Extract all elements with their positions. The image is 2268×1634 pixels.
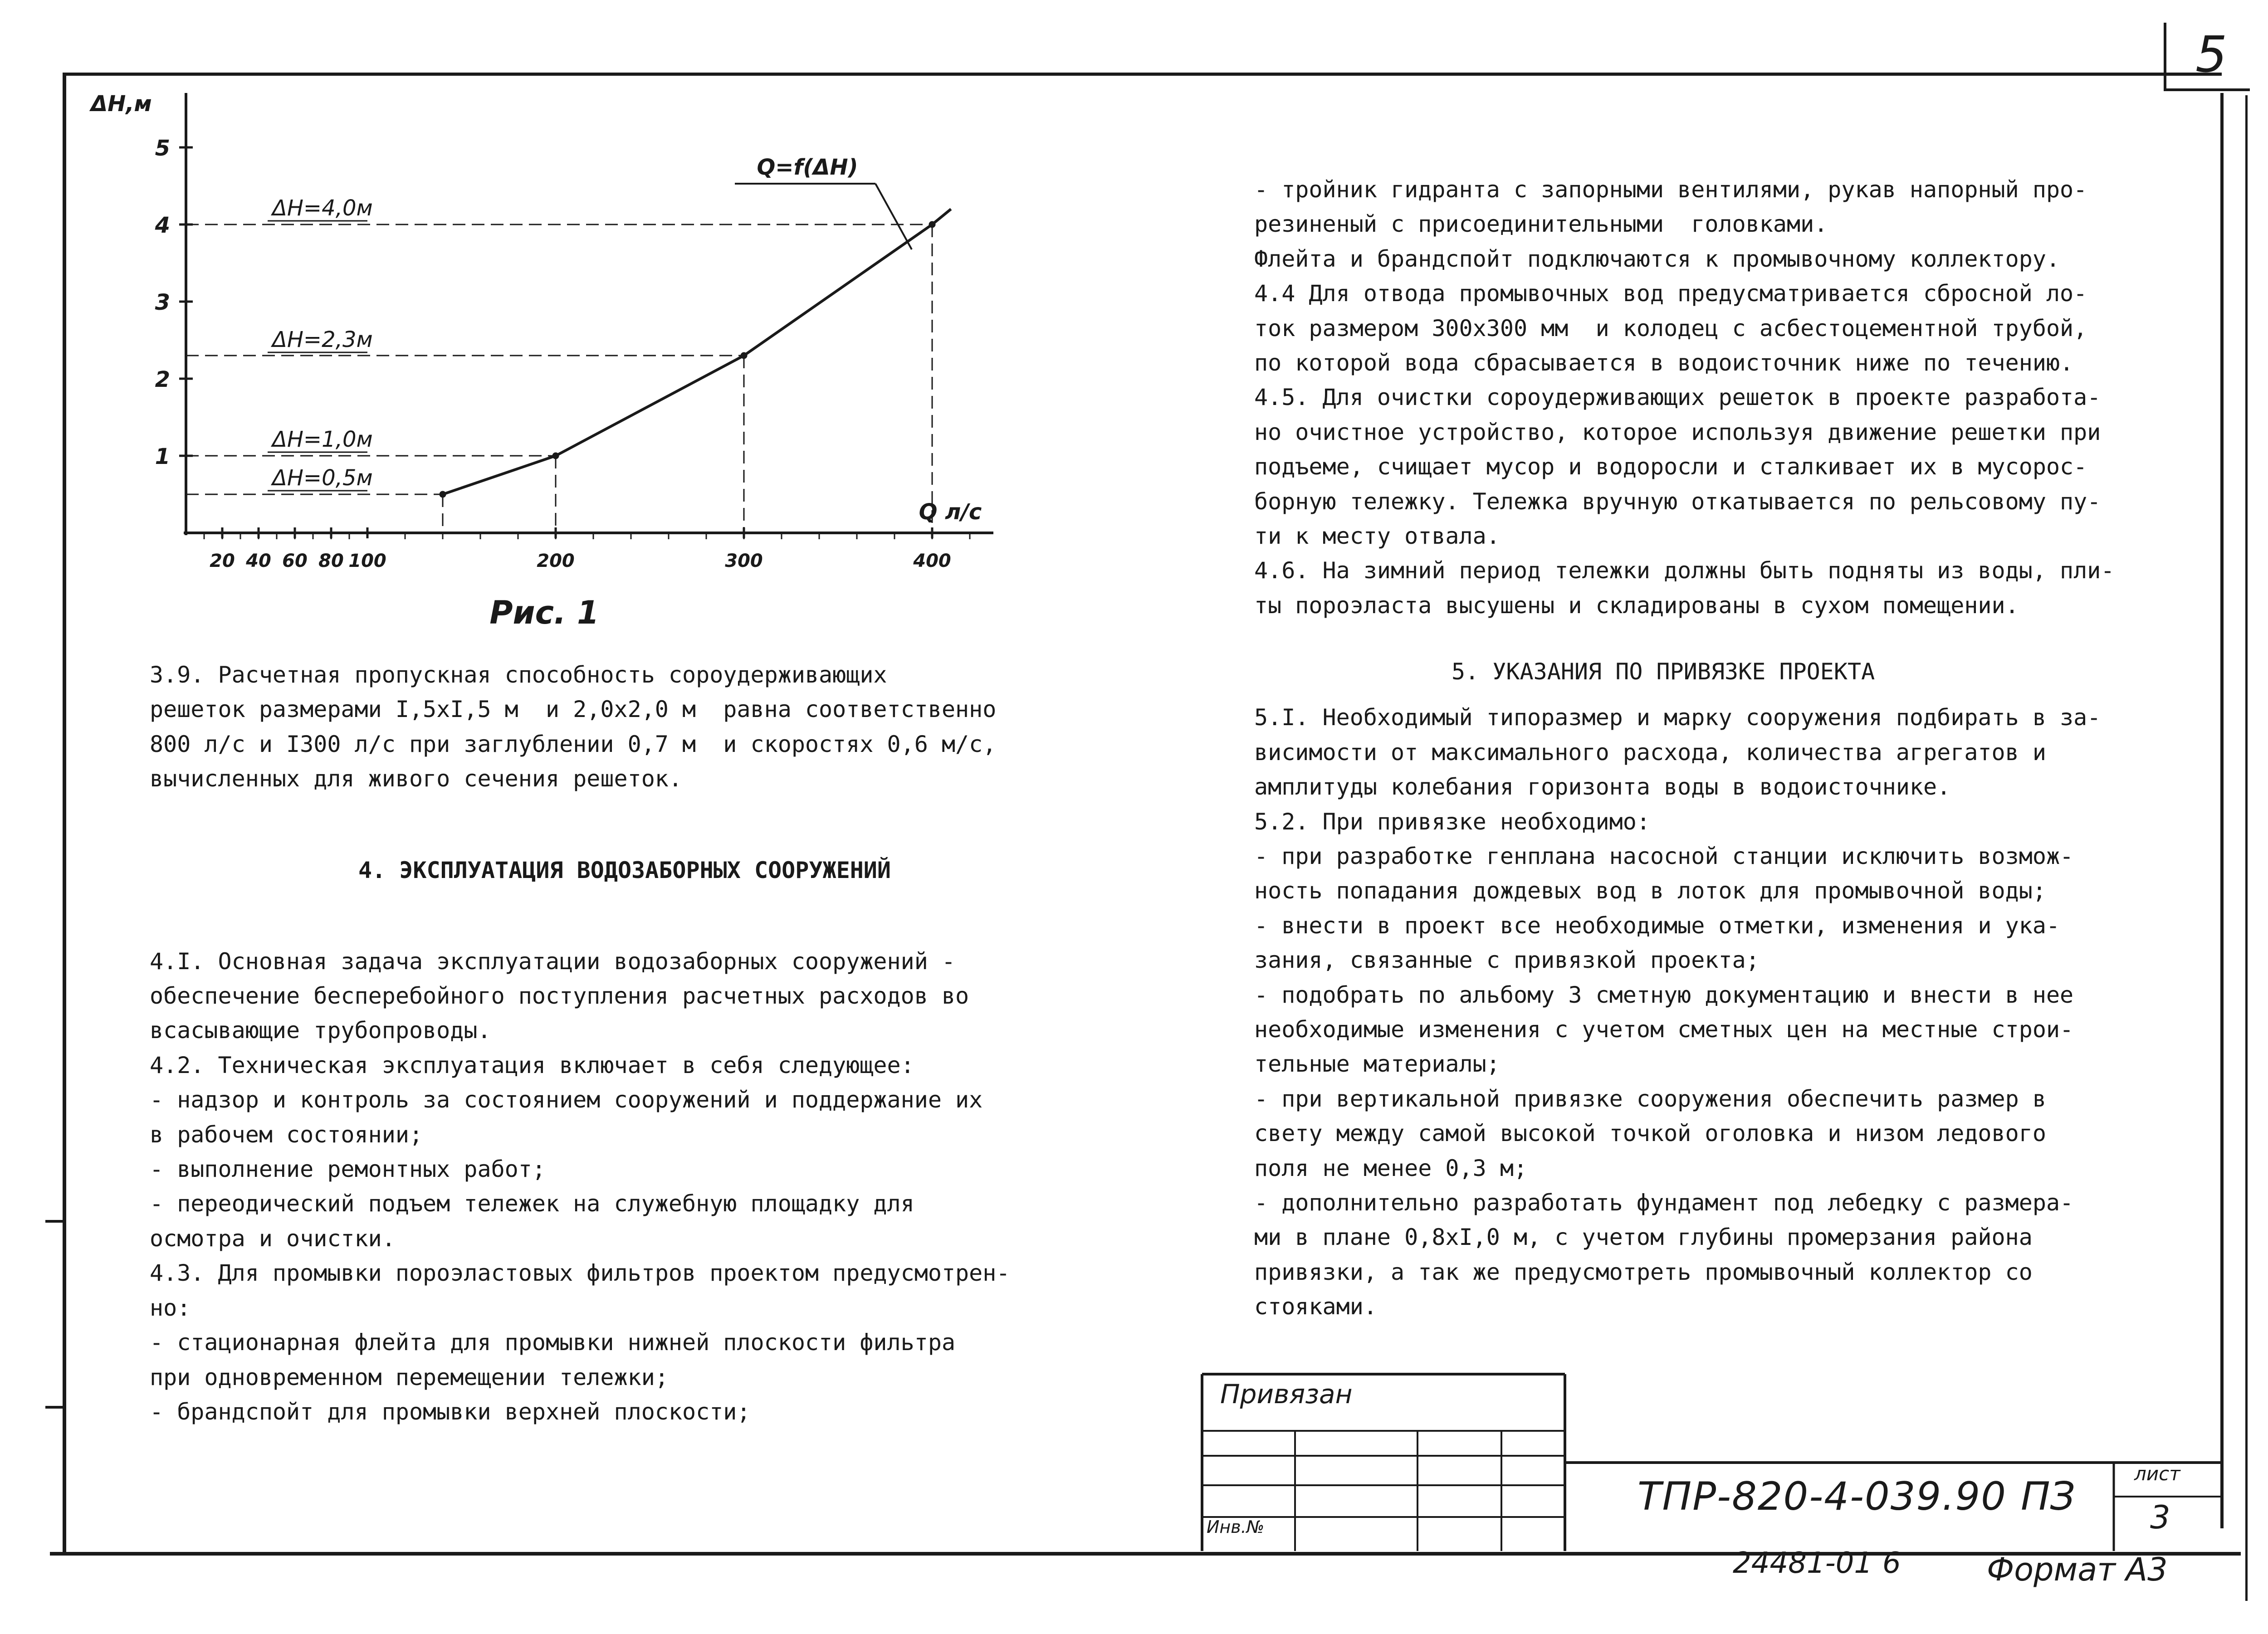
right-text-line: ток размером 300x300 мм и колодец с асбестоцементной трубой, — [1254, 315, 2087, 341]
section-4-title: 4. ЭКСПЛУАТАЦИЯ ВОДОЗАБОРНЫХ СООРУЖЕНИЙ — [358, 857, 891, 883]
x-tick-label: 100 — [348, 551, 386, 571]
x-tick-label: 40 — [246, 551, 271, 571]
chart-title-leader — [875, 184, 912, 249]
x-tick-label: 400 — [913, 551, 951, 571]
section-5-line: 5.2. При привязке необходимо: — [1254, 808, 1650, 835]
section-5-line: амплитуды колебания горизонта воды в водоисточнике. — [1254, 774, 1951, 800]
section-5-line: стояками. — [1254, 1293, 1377, 1320]
archive-sheet: 6 — [1882, 1546, 1901, 1580]
chart-caption: Рис. 1 — [489, 594, 599, 631]
y-tick-label: 3 — [155, 290, 170, 315]
document-type: ПЗ — [2021, 1474, 2075, 1519]
right-text-line: Флейта и брандспойт подключаются к промывочному коллектору. — [1254, 245, 2060, 272]
paragraph-3-9-line: 800 л/с и I300 л/с при заглублении 0,7 м и скоростях 0,6 м/с, — [150, 731, 997, 757]
section-5-line: ми в плане 0,8xI,0 м, с учетом глубины промерзания района — [1254, 1224, 2033, 1251]
margin-tick — [45, 1406, 64, 1409]
section-4-line: 4.I. Основная задача эксплуатации водозаборных сооружений - — [150, 948, 956, 975]
section-4-line: в рабочем состоянии; — [150, 1121, 423, 1148]
data-point — [741, 352, 747, 359]
section-4-line: всасывающие трубопроводы. — [150, 1017, 491, 1044]
right-text-line: ти к месту отвала. — [1254, 523, 1500, 550]
section-4-line: при одновременном перемещении тележки; — [150, 1364, 669, 1390]
left-text-column — [150, 658, 1080, 1429]
page-number: 5 — [2195, 25, 2227, 83]
margin-tick — [45, 1220, 64, 1223]
section-5-line: 5.I. Необходимый типоразмер и марку сооружения подбирать в за- — [1254, 704, 2101, 731]
section-5-line: - внести в проект все необходимые отметки, изменения и ука- — [1254, 912, 2060, 939]
section-5-line: поля не менее 0,3 м; — [1254, 1155, 1528, 1181]
document-code: ТПР-820-4-039.90 — [1637, 1474, 2007, 1519]
data-point — [552, 453, 559, 459]
x-tick-label: 80 — [318, 551, 344, 571]
section-5-line: свету между самой высокой точкой оголовка и низом ледового — [1254, 1120, 2046, 1147]
section-5-line: тельные материалы; — [1254, 1051, 1500, 1078]
section-5-line: ность попадания дождевых вод в лоток для промывочной воды; — [1254, 878, 2046, 904]
section-5-line: привязки, а так же предусмотреть промывочный коллектор со — [1254, 1258, 2033, 1285]
x-tick-label: 300 — [725, 551, 763, 571]
section-4-line: обеспечение бесперебойного поступления расчетных расходов во — [150, 983, 969, 1010]
right-text-column — [1254, 172, 2184, 1324]
y-tick-label: 2 — [155, 367, 170, 392]
paper-format: Формат А3 — [1987, 1551, 2168, 1588]
page-number-box-left — [2164, 23, 2166, 91]
section-4-line: - выполнение ремонтных работ; — [150, 1156, 546, 1183]
paragraph-3-9-line: решеток размерами I,5xI,5 м и 2,0x2,0 м равна соответственно — [150, 696, 997, 723]
y-tick-label: 4 — [155, 213, 170, 238]
section-4-line: - переодический подъем тележек на служебную площадку для — [150, 1190, 914, 1217]
paragraph-3-9-line: вычисленных для живого сечения решеток. — [150, 766, 682, 792]
chart — [0, 0, 1089, 680]
section-5-line: - при вертикальной привязке сооружения обеспечить размер в — [1254, 1085, 2046, 1112]
x-axis-label: Q л/с — [919, 499, 982, 525]
section-5-line: - подобрать по альбому 3 сметную документацию и внести в нее — [1254, 981, 2074, 1008]
section-5-line: висимости от максимального расхода, количества агрегатов и — [1254, 739, 2046, 766]
section-5-line: зания, связанные с привязкой проекта; — [1254, 947, 1760, 974]
series-line — [443, 209, 951, 494]
right-text-line: 4.4 Для отвода промывочных вод предусматривается сбросной ло- — [1254, 280, 2087, 307]
section-4-line: - надзор и контроль за состоянием сооружений и поддержание их — [150, 1087, 983, 1113]
chart-title: Q=f(ΔH) — [757, 155, 858, 180]
right-text-line: но очистное устройство, которое используя движение решетки при — [1254, 419, 2101, 445]
y-tick-label: 5 — [155, 136, 170, 161]
right-text-line: резиненый с присоединительными головками. — [1254, 211, 1828, 238]
annotation-label: ΔH=0,5м — [272, 465, 373, 491]
right-text-line: - тройник гидранта с запорными вентилями, рукав напорный про- — [1254, 176, 2087, 203]
section-5-line: - дополнительно разработать фундамент под лебедку с размера- — [1254, 1189, 2074, 1216]
sheet-label: лист — [2134, 1463, 2180, 1485]
right-text-line: подъеме, счищает мусор и водоросли и сталкивает их в мусорос- — [1254, 454, 2087, 480]
right-text-line: по которой вода сбрасывается в водоисточник ниже по течению. — [1254, 350, 2074, 376]
annotation-label: ΔH=1,0м — [272, 427, 373, 452]
data-point — [929, 221, 935, 228]
privyazan-label: Привязан — [1220, 1379, 1353, 1410]
x-tick-label: 20 — [210, 551, 235, 571]
x-tick-label: 200 — [537, 551, 575, 571]
section-4-line: осмотра и очистки. — [150, 1225, 396, 1252]
inv-no-label: Инв.№ — [1207, 1517, 1265, 1537]
y-axis-label: ΔH,м — [91, 91, 152, 117]
section-5-title: 5. УКАЗАНИЯ ПО ПРИВЯЗКЕ ПРОЕКТА — [1452, 658, 1875, 685]
section-5-line: необходимые изменения с учетом сметных цен на местные строи- — [1254, 1016, 2074, 1043]
section-4-line: 4.2. Техническая эксплуатация включает в себя следующее: — [150, 1052, 914, 1078]
section-4-line: но: — [150, 1294, 191, 1321]
section-4-line: - стационарная флейта для промывки нижней плоскости фильтра — [150, 1329, 956, 1356]
sheet-number: 3 — [2150, 1499, 2170, 1536]
archive-code: 24481-01 — [1733, 1546, 1873, 1580]
x-tick-label: 60 — [282, 551, 308, 571]
section-4-line: - брандспойт для промывки верхней плоскости; — [150, 1398, 751, 1425]
annotation-label: ΔH=2,3м — [272, 327, 373, 352]
right-text-line: 4.5. Для очистки сороудерживающих решеток в проекте разработа- — [1254, 384, 2101, 411]
right-text-line: борную тележку. Тележка вручную откатывается по рельсовому пу- — [1254, 488, 2101, 515]
right-text-line: 4.6. На зимний период тележки должны быть подняты из воды, пли- — [1254, 557, 2115, 584]
section-5-line: - при разработке генплана насосной станции исключить возмож- — [1254, 843, 2074, 869]
frame-right-border — [2220, 93, 2224, 1528]
section-4-line: 4.3. Для промывки пороэластовых фильтров проектом предусмотрен- — [150, 1260, 1010, 1287]
paragraph-3-9-line: 3.9. Расчетная пропускная способность сороудерживающих — [150, 662, 887, 688]
annotation-label: ΔH=4,0м — [272, 195, 373, 221]
outer-right-line — [2245, 95, 2248, 1601]
data-point — [440, 491, 446, 498]
y-tick-label: 1 — [155, 444, 170, 469]
page-number-box-bottom — [2164, 88, 2250, 91]
right-text-line: ты пороэласта высушены и складированы в сухом помещении. — [1254, 592, 2019, 619]
